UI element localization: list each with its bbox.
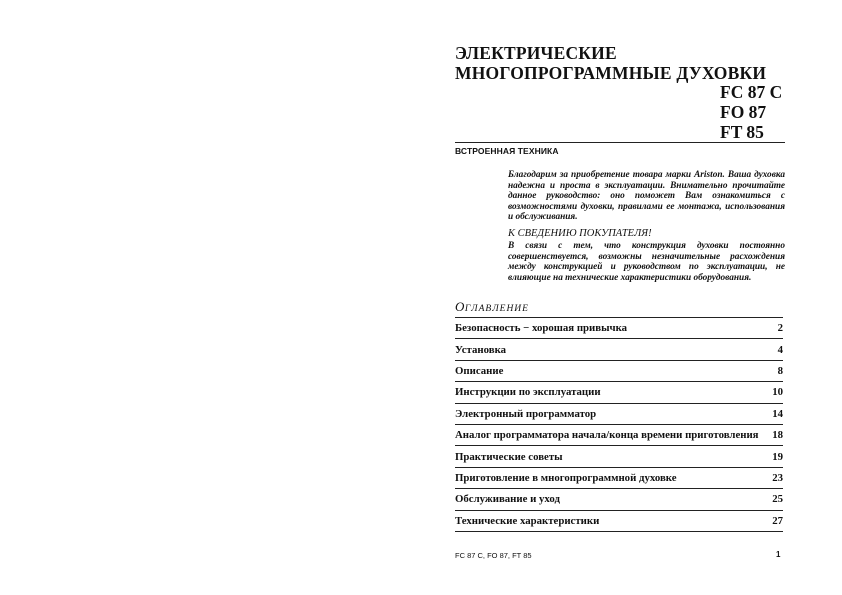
notice-paragraph: В связи с тем, что конструкция духовки постоянно совершенствуется, возможны незначительные расхождения между конструкцией и руководством по эксплуатации, не влияющие на технические характеристики оборудования. (508, 241, 785, 283)
toc-item-label: Аналог программатора начала/конца времени приготовления (455, 429, 759, 442)
title-line-1: ЭЛЕКТРИЧЕСКИЕ (455, 43, 617, 63)
toc-row[interactable] (455, 382, 783, 403)
toc-item-page: 8 (777, 364, 783, 377)
toc-row[interactable] (455, 404, 783, 425)
toc-item-page: 27 (772, 514, 783, 527)
toc-row[interactable] (455, 318, 783, 339)
toc-row[interactable] (455, 446, 783, 467)
intro-text (508, 170, 785, 283)
toc-item-page: 10 (772, 386, 783, 399)
toc-item-label: Электронный программатор (455, 407, 597, 420)
toc-item-page: 4 (777, 343, 783, 356)
toc-item-page: 2 (777, 322, 783, 335)
toc-row[interactable] (455, 339, 783, 360)
toc-item-page: 14 (772, 407, 783, 420)
toc-row[interactable] (455, 511, 783, 532)
notice-heading: К СВЕДЕНИЮ ПОКУПАТЕЛЯ! (508, 227, 652, 239)
model-name: FO 87 (720, 102, 767, 122)
toc-heading-rest: ГЛАВЛЕНИЕ (464, 304, 529, 314)
toc-row[interactable] (455, 425, 783, 446)
toc-row[interactable] (455, 489, 783, 510)
title-line-2: МНОГОПРОГРАММНЫЕ ДУХОВКИ (455, 63, 767, 83)
model-name: FT 85 (720, 122, 764, 142)
toc-item-label: Инструкции по эксплуатации (455, 386, 601, 399)
page-title (455, 43, 785, 83)
toc-item-label: Технические характеристики (455, 514, 600, 527)
footer-page-number: 1 (776, 550, 781, 559)
toc-item-label: Описание (455, 364, 504, 377)
model-name: FC 87 C (720, 82, 783, 102)
toc-item-page: 19 (772, 450, 783, 463)
toc-heading-initial: О (455, 299, 465, 314)
thanks-paragraph: Благодарим за приобретение товара марки Ariston. Ваша духовка надежна и проста в эксплуатации. Внимательно прочитайте данное руководство: оно поможет Вам ознакомиться с возможностями духовки, правилами ее монтажа, использования и обслуживания. (508, 170, 785, 222)
toc-row[interactable] (455, 468, 783, 489)
model-list (720, 82, 800, 142)
toc-item-label: Обслуживание и уход (455, 493, 560, 506)
header-divider (455, 142, 785, 143)
toc-item-label: Практические советы (455, 450, 563, 463)
footer-models: FC 87 C, FO 87, FT 85 (455, 551, 532, 560)
toc-item-label: Безопасность − хорошая привычка (455, 322, 628, 335)
toc-item-label: Установка (455, 343, 507, 356)
toc-item-page: 23 (772, 471, 783, 484)
table-of-contents (455, 317, 783, 532)
toc-item-label: Приготовление в многопрограммной духовке (455, 471, 677, 484)
section-label: ВСТРОЕННАЯ ТЕХНИКА (455, 146, 559, 156)
toc-item-page: 25 (772, 493, 783, 506)
toc-row[interactable] (455, 361, 783, 382)
toc-heading (455, 299, 529, 315)
toc-item-page: 18 (772, 429, 783, 442)
